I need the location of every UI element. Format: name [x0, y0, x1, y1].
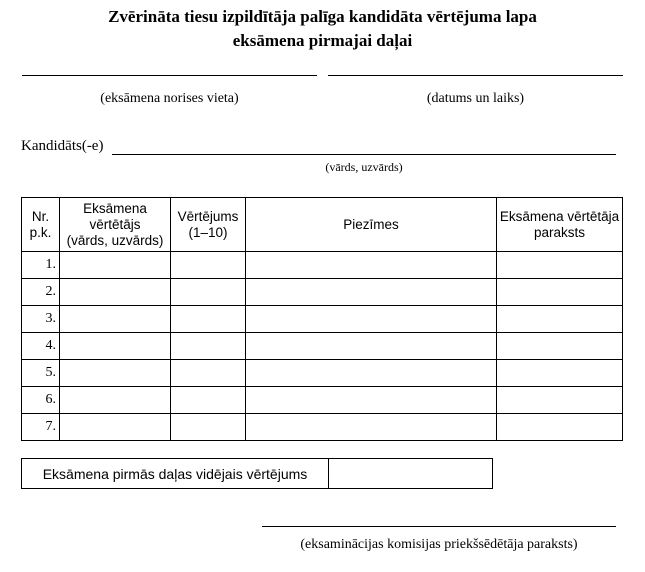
score-cell[interactable]: [171, 252, 246, 279]
evaluator-cell[interactable]: [60, 252, 171, 279]
row-number: 5.: [22, 360, 60, 387]
table-row: [22, 252, 623, 279]
candidate-name-line[interactable]: [112, 154, 616, 155]
document-title-line2: eksāmena pirmajai daļai: [232, 31, 413, 50]
signature-cell[interactable]: [497, 333, 623, 360]
chair-signature-caption: (eksaminācijas komisijas priekšsēdētāja paraksts): [300, 537, 578, 552]
score-cell[interactable]: [171, 414, 246, 441]
evaluator-cell[interactable]: [60, 279, 171, 306]
row-number: 6.: [22, 387, 60, 414]
signature-cell[interactable]: [497, 414, 623, 441]
notes-cell[interactable]: [246, 306, 497, 333]
evaluation-table: [21, 197, 623, 441]
table-row: [22, 387, 623, 414]
table-row: [22, 333, 623, 360]
header-evaluator: Eksāmena vērtētājs (vārds, uzvārds): [60, 198, 171, 252]
date-line[interactable]: [328, 75, 623, 76]
signature-cell[interactable]: [497, 387, 623, 414]
candidate-caption: (vārds, uzvārds): [325, 160, 403, 174]
table-row: [22, 360, 623, 387]
place-line[interactable]: [22, 75, 317, 76]
evaluator-cell[interactable]: [60, 333, 171, 360]
header-evaluator-signature: Eksāmena vērtētāja paraksts: [497, 198, 623, 252]
header-notes: Piezīmes: [246, 198, 497, 252]
evaluator-cell[interactable]: [60, 360, 171, 387]
signature-cell[interactable]: [497, 360, 623, 387]
chair-signature-line[interactable]: [262, 526, 616, 527]
candidate-label: Kandidāts(-e): [21, 138, 104, 154]
score-cell[interactable]: [171, 333, 246, 360]
row-number: 3.: [22, 306, 60, 333]
signature-cell[interactable]: [497, 306, 623, 333]
average-score-label: Eksāmena pirmās daļas vidējais vērtējums: [22, 459, 329, 488]
score-cell[interactable]: [171, 360, 246, 387]
notes-cell[interactable]: [246, 360, 497, 387]
notes-cell[interactable]: [246, 387, 497, 414]
score-cell[interactable]: [171, 306, 246, 333]
signature-cell[interactable]: [497, 279, 623, 306]
average-score-value[interactable]: [329, 459, 492, 488]
date-caption: (datums un laiks): [426, 91, 525, 106]
notes-cell[interactable]: [246, 333, 497, 360]
evaluator-cell[interactable]: [60, 414, 171, 441]
score-cell[interactable]: [171, 279, 246, 306]
evaluator-cell[interactable]: [60, 306, 171, 333]
notes-cell[interactable]: [246, 252, 497, 279]
table-row: [22, 279, 623, 306]
average-score-box: [21, 458, 493, 489]
row-number: 4.: [22, 333, 60, 360]
signature-cell[interactable]: [497, 252, 623, 279]
row-number: 1.: [22, 252, 60, 279]
score-cell[interactable]: [171, 387, 246, 414]
table-row: [22, 414, 623, 441]
row-number: 2.: [22, 279, 60, 306]
header-score: Vērtējums (1–10): [171, 198, 246, 252]
notes-cell[interactable]: [246, 414, 497, 441]
header-row-number: Nr. p.k.: [22, 198, 60, 252]
evaluator-cell[interactable]: [60, 387, 171, 414]
table-header-row: [22, 198, 623, 252]
notes-cell[interactable]: [246, 279, 497, 306]
document-title-line1: Zvērināta tiesu izpildītāja palīga kandidāta vērtējuma lapa: [108, 7, 537, 26]
row-number: 7.: [22, 414, 60, 441]
place-caption: (eksāmena norises vieta): [100, 91, 239, 106]
table-row: [22, 306, 623, 333]
